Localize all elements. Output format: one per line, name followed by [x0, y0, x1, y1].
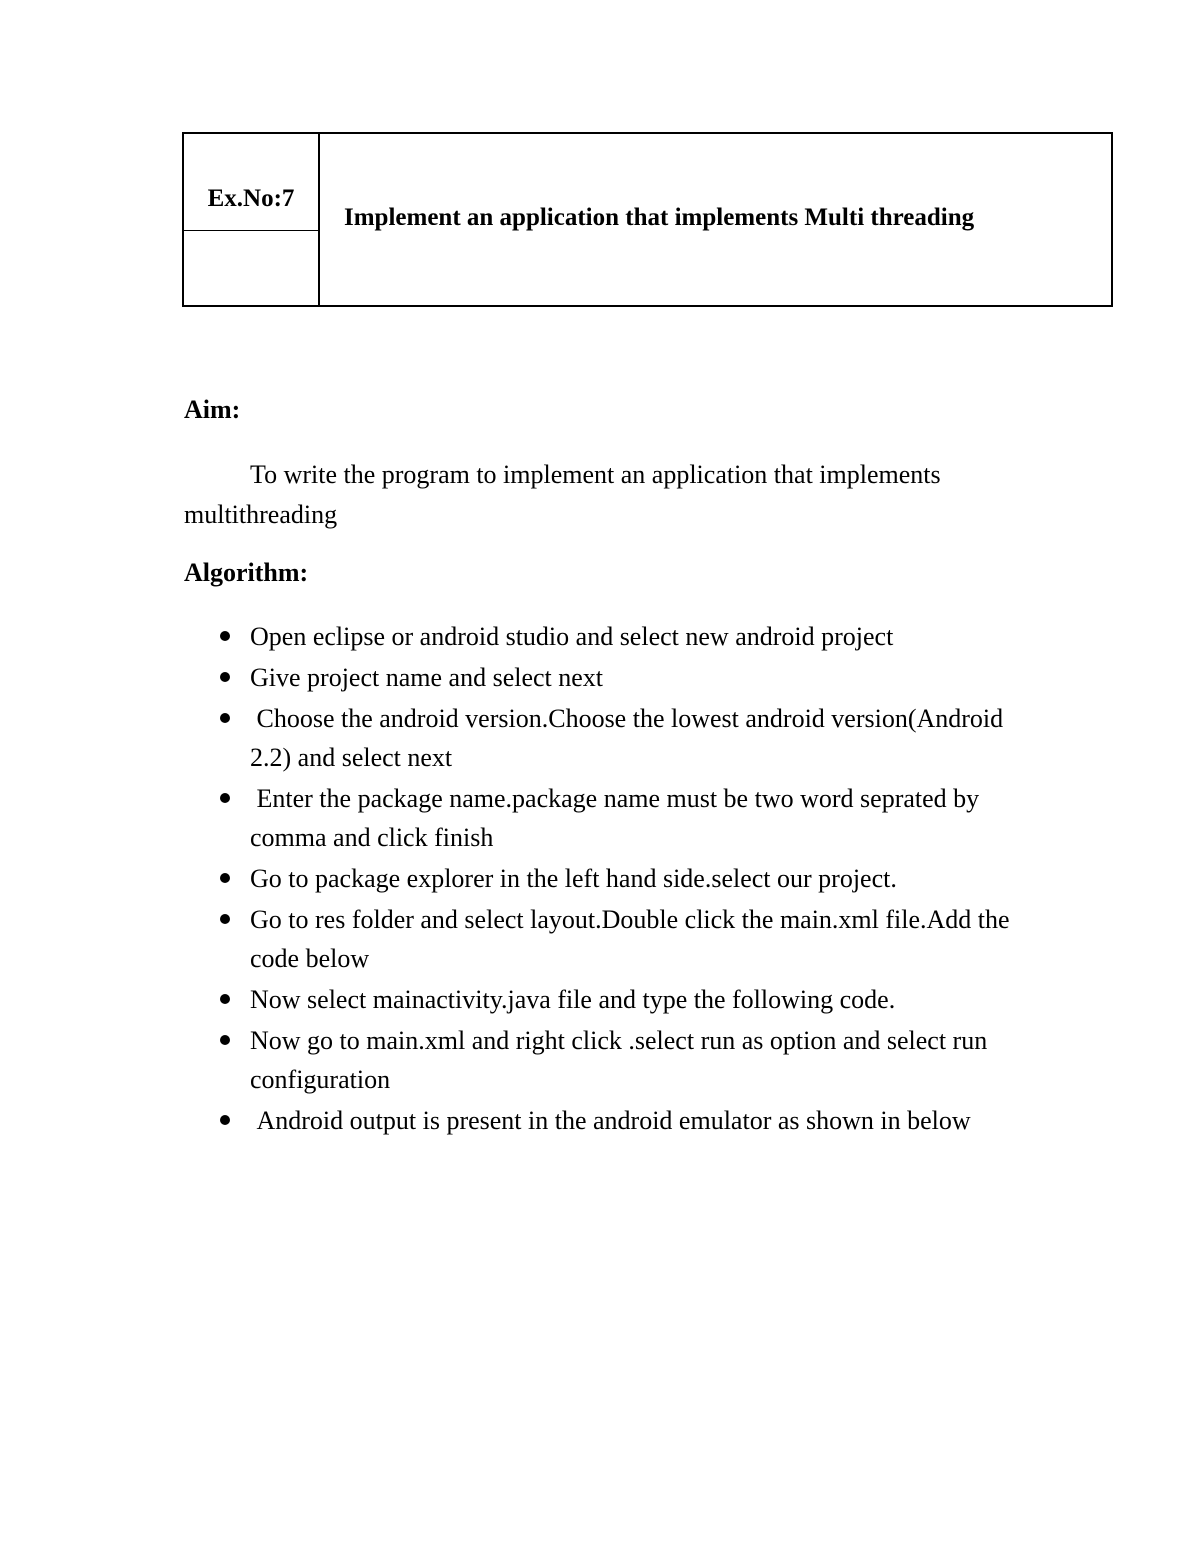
list-item: [0, 1021, 1010, 1099]
aim-text: To write the program to implement an application that implements multithreading: [184, 460, 941, 529]
step-text: Open eclipse or android studio and select new android project: [250, 622, 894, 651]
bullet-icon: [220, 672, 230, 682]
step-text: Go to package explorer in the left hand side.select our project.: [250, 864, 897, 893]
experiment-number: Ex.No:7: [184, 134, 318, 231]
step-text: Choose the android version.Choose the lowest android version(Android 2.2) and select next: [250, 704, 1010, 772]
step-text: Now go to main.xml and right click .select run as option and select run configuration: [250, 1026, 988, 1094]
step-text: Now select mainactivity.java file and type the following code.: [250, 985, 896, 1014]
bullet-icon: [220, 994, 230, 1004]
bullet-icon: [220, 1115, 230, 1125]
bullet-icon: [220, 1035, 230, 1045]
header-left-column: [184, 134, 320, 305]
list-item: [0, 779, 1010, 857]
algorithm-heading: Algorithm:: [184, 558, 309, 587]
bullet-icon: [220, 713, 230, 723]
step-text: Enter the package name.package name must be two word seprated by comma and click finish: [250, 784, 986, 852]
bullet-icon: [220, 793, 230, 803]
list-item: [0, 699, 1010, 777]
bullet-icon: [220, 873, 230, 883]
list-item: [0, 859, 1010, 898]
list-item: [0, 658, 1010, 697]
list-item: [0, 617, 1010, 656]
step-text: Give project name and select next: [250, 663, 604, 692]
list-item: [0, 980, 1010, 1019]
aim-heading: Aim:: [184, 395, 241, 424]
experiment-date-cell: [184, 231, 318, 305]
step-text: Android output is present in the android emulator as shown in below: [250, 1106, 971, 1135]
experiment-header-table: [182, 132, 1113, 307]
step-text: Go to res folder and select layout.Double click the main.xml file.Add the code below: [250, 905, 1010, 973]
bullet-icon: [220, 631, 230, 641]
list-item: [0, 1101, 1010, 1140]
algorithm-steps-list: [0, 617, 1200, 1142]
bullet-icon: [220, 914, 230, 924]
list-item: [0, 900, 1010, 978]
experiment-title: Implement an application that implements Multi threading: [344, 204, 975, 231]
